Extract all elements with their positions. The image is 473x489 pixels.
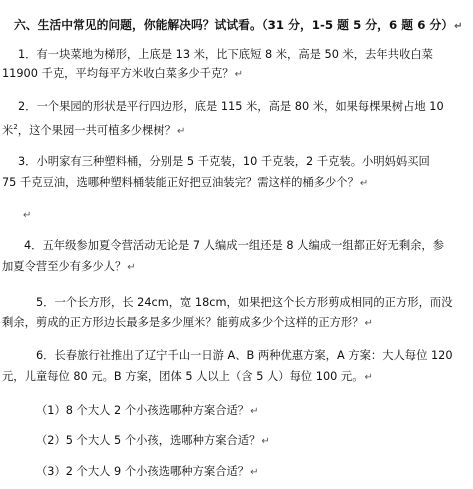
problem-1-text: 1．有一块菜地为梯形，上底是 13 米，比下底短 8 米，高是 50 米，去年共收白菜 <box>18 48 433 61</box>
problem-6-text: 6．长春旅行社推出了辽宁千山一日游 A、B 两种优惠方案，A 方案：大人每位 120 <box>36 349 453 362</box>
problem-4-line-2 <box>2 260 136 275</box>
problem-6-line-1 <box>36 349 453 363</box>
problem-2-text: 2．一个果园的形状是平行四边形，底是 115 米，高是 80 米，如果每棵果树占地 10 <box>18 100 444 113</box>
unit-superscript: 2 <box>13 123 18 131</box>
section-title <box>14 18 463 34</box>
problem-6-text-cont: 元，儿童每位 80 元。B 方案，团体 5 人以上（含 5 人）每位 100 元。 <box>2 370 364 383</box>
problem-1-line-1 <box>18 48 433 62</box>
problem-5-line-1 <box>36 296 452 310</box>
paragraph-mark-icon: ↵ <box>454 21 463 32</box>
problem-4-line-1 <box>24 239 444 253</box>
problem-6-line-2 <box>2 370 373 385</box>
problem-5-text-cont: 剩余，剪成的正方形边长最多是多少厘米？能剪成多少个这样的正方形？ <box>2 316 364 329</box>
paragraph-mark-icon: ↵ <box>359 178 369 189</box>
sub-question-2: （2）5 个大人 5 个小孩，选哪种方案合适？ <box>36 434 261 447</box>
paragraph-mark-icon: ↵ <box>364 372 373 383</box>
paragraph-mark-icon: ↵ <box>127 262 136 273</box>
section-title-text: 六、生活中常见的问题，你能解决吗？试试看。（31 分，1-5 题 5 分，6 题 6 分） <box>14 18 454 32</box>
problem-5-line-2 <box>2 316 373 331</box>
problem-3-text-cont: 75 千克豆油，选哪种塑料桶装能正好把豆油装完？需这样的桶多少个？ <box>2 176 359 189</box>
problem-3-line-1 <box>18 155 430 169</box>
paragraph-mark-icon: ↵ <box>176 126 186 137</box>
problem-2-line-2 <box>2 120 185 139</box>
paragraph-mark-icon: ↵ <box>250 467 259 478</box>
sub-question-3: （3）2 个大人 9 个小孩选哪种方案合适？ <box>36 465 250 478</box>
problem-1-line-2 <box>2 67 243 82</box>
problem-1-text-cont: 11900 千克，平均每平方米收白菜多少千克？ <box>2 67 234 80</box>
problem-4-text-cont: 加夏令营至少有多少人？ <box>2 260 127 273</box>
problem-3-line-2 <box>2 176 368 191</box>
unit-meter: 米 <box>2 124 14 137</box>
problem-4-text: 4．五年级参加夏令营活动无论是 7 人编成一组还是 8 人编成一组都正好无剩余，参 <box>24 239 445 252</box>
problem-2-text-cont: ，这个果园一共可植多少棵树？ <box>17 124 176 137</box>
paragraph-mark-icon: ↵ <box>23 210 32 221</box>
problem-6-sub-3 <box>36 465 258 480</box>
problem-2-line-1 <box>18 100 444 114</box>
problem-6-sub-1 <box>36 404 258 419</box>
problem-3-text: 3．小明家有三种塑料桶，分别是 5 千克装，10 千克装，2 千克装。小明妈妈买回 <box>18 155 430 168</box>
blank-paragraph <box>22 208 31 223</box>
paragraph-mark-icon: ↵ <box>250 406 259 417</box>
paragraph-mark-icon: ↵ <box>364 318 373 329</box>
paragraph-mark-icon: ↵ <box>234 69 243 80</box>
problem-6-sub-2 <box>36 434 270 449</box>
sub-question-1: （1）8 个大人 2 个小孩选哪种方案合适？ <box>36 404 250 417</box>
problem-5-text: 5．一个长方形，长 24cm，宽 18cm，如果把这个长方形剪成相同的正方形，而没 <box>36 296 453 309</box>
paragraph-mark-icon: ↵ <box>261 436 270 447</box>
